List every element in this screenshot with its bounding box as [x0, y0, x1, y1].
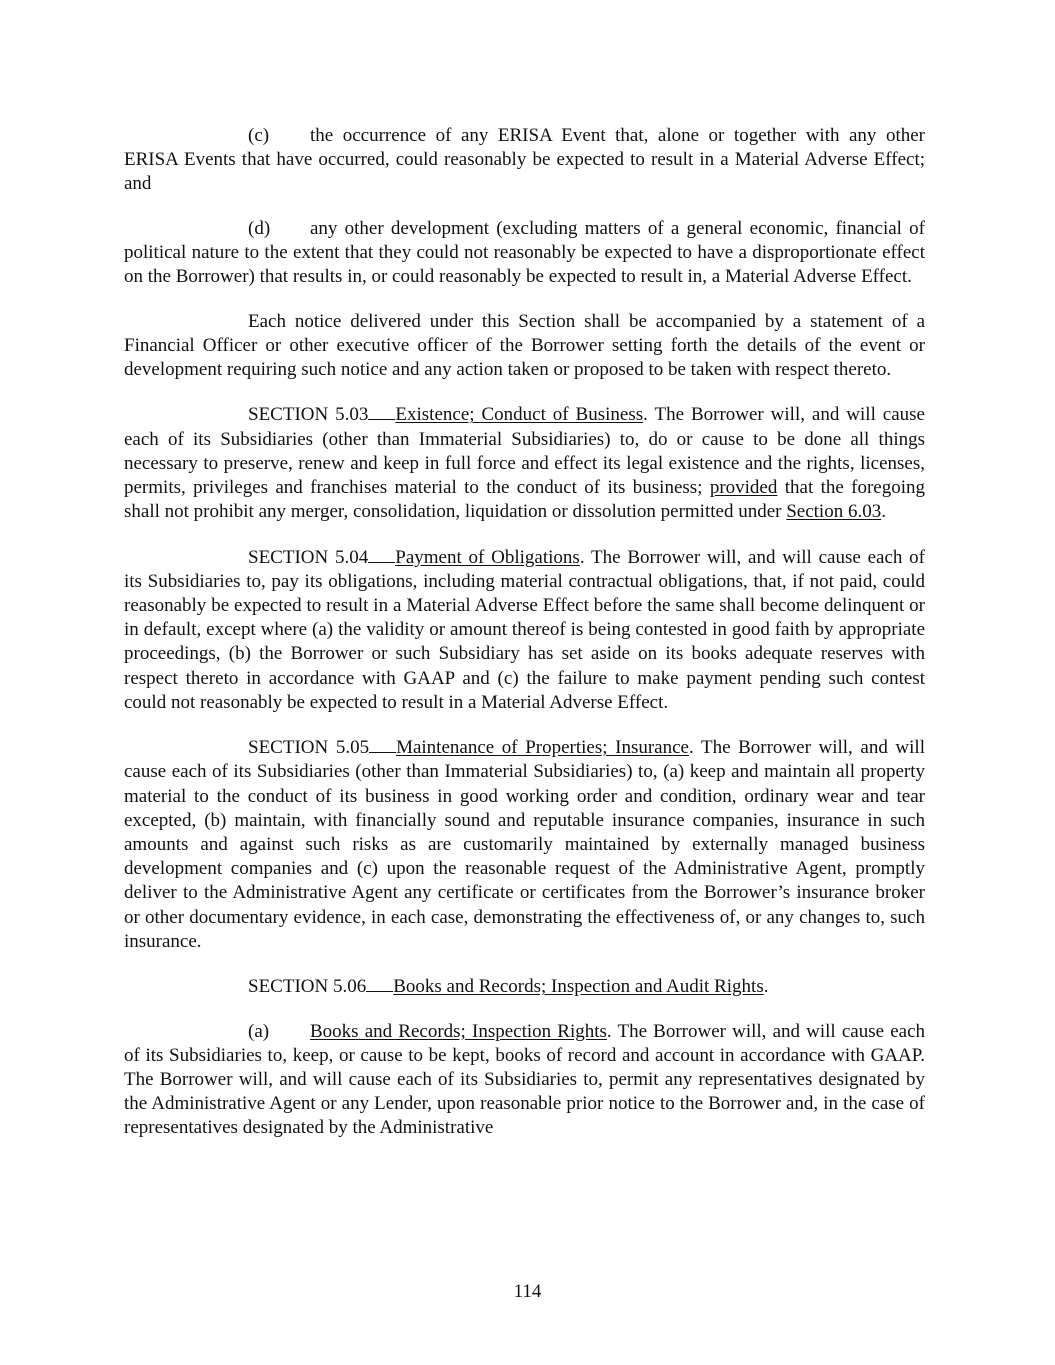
- section-heading: Maintenance of Properties; Insurance: [396, 737, 689, 759]
- section-5-05: [124, 735, 925, 954]
- paragraph-text: Each notice delivered under this Section shall be accompanied by a statement of a Financial Officer or other executive officer of the Borrower setting forth the details of the event or development requiring such notice and any action taken or proposed to be taken with respect thereto.: [124, 310, 925, 380]
- section-number: SECTION 5.04: [248, 546, 369, 568]
- section-leader-line: [369, 735, 396, 753]
- section-5-04: [124, 545, 925, 715]
- section-leader-line: [368, 545, 395, 563]
- section-5-03: [124, 402, 925, 524]
- paragraph-text: the occurrence of any ERISA Event that, alone or together with any other ERISA Events that have occurred, could reasonably be expected to result in a Material Adverse Effect; and: [124, 125, 925, 195]
- section-text: . The Borrower will, and will cause each of its Subsidiaries (other than Immaterial Subsidiaries) to, do or cause to be done all things necessary to preserve, renew and keep in full force and effect its legal existence and the rights, licenses, permits, privileges and franchises material to the conduct of its business;: [124, 404, 925, 498]
- section-heading: Existence; Conduct of Business: [395, 404, 644, 426]
- section-text: .: [763, 976, 769, 998]
- paragraph-text: any other development (excluding matters of a general economic, financial of political nature to the extent that they could not reasonably be expected to have a disproportionate effect on the Borrower) that results in, or could reasonably be expected to result in, a Material Adverse Effect.: [124, 217, 925, 288]
- section-text: .: [881, 501, 886, 523]
- section-number: SECTION 5.03: [248, 404, 369, 426]
- cross-reference: Section 6.03: [786, 501, 882, 523]
- paragraph-text: . The Borrower will, and will cause each of its Subsidiaries to, keep, or cause to be kept, books of record and account in accordance with GAAP. The Borrower will, and will cause each of its Subsidiaries to, permit any representatives designated by the Administrative Agent or any Lender, upon reasonable prior notice to the Borrower and, in the case of representatives designated by the Administrative: [124, 1020, 925, 1139]
- section-leader-line: [366, 974, 393, 992]
- paragraph-marker: (c): [248, 125, 270, 146]
- section-number: SECTION 5.05: [248, 737, 370, 759]
- paragraph-marker: (d): [248, 217, 271, 239]
- section-leader-line: [368, 402, 395, 420]
- section-number: SECTION 5.06: [248, 976, 367, 998]
- paragraph-notice: [124, 310, 925, 383]
- provided-term: provided: [709, 477, 778, 498]
- paragraph-5-06-a: [124, 1020, 925, 1141]
- document-page: [124, 124, 925, 1161]
- paragraph-heading: Books and Records; Inspection Rights: [310, 1020, 607, 1042]
- section-text: . The Borrower will, and will cause each of its Subsidiaries to, pay its obligations, including material contractual obligations, that, if not paid, could reasonably be expected to result in a Material Adverse Effect before the same shall become delinquent or in default, except where (a) the validity or amount thereof is being contested in good faith by appropriate proceedings, (b) the Borrower or such Subsidiary has set aside on its books adequate reserves with respect thereto in accordance with GAAP and (c) the failure to make payment pending such contest could not reasonably be expected to result in a Material Adverse Effect.: [124, 546, 925, 713]
- paragraph-marker: (a): [248, 1020, 270, 1042]
- section-5-06: [124, 974, 925, 999]
- paragraph-c: [124, 124, 925, 197]
- section-text: that the foregoing shall not prohibit any merger, consolidation, liquidation or dissolution permitted under: [124, 477, 925, 523]
- section-heading: Books and Records; Inspection and Audit Rights: [393, 976, 764, 998]
- page-number: 114: [513, 1281, 542, 1302]
- paragraph-d: [124, 217, 925, 290]
- section-heading: Payment of Obligations: [395, 546, 580, 568]
- section-text: . The Borrower will, and will cause each of its Subsidiaries (other than Immaterial Subsidiaries) to, (a) keep and maintain all property material to the conduct of its business in good working order and condition, ordinary wear and tear excepted, (b) maintain, with financially sound and reputable insurance companies, insurance in such amounts and against such risks as are customarily maintained by externally managed business development companies and (c) upon the reasonable request of the Administrative Agent, promptly deliver to the Administrative Agent any certificate or certificates from the Borrower’s insurance broker or other documentary evidence, in each case, demonstrating the effectiveness of, or any changes to, such insurance.: [124, 737, 925, 952]
